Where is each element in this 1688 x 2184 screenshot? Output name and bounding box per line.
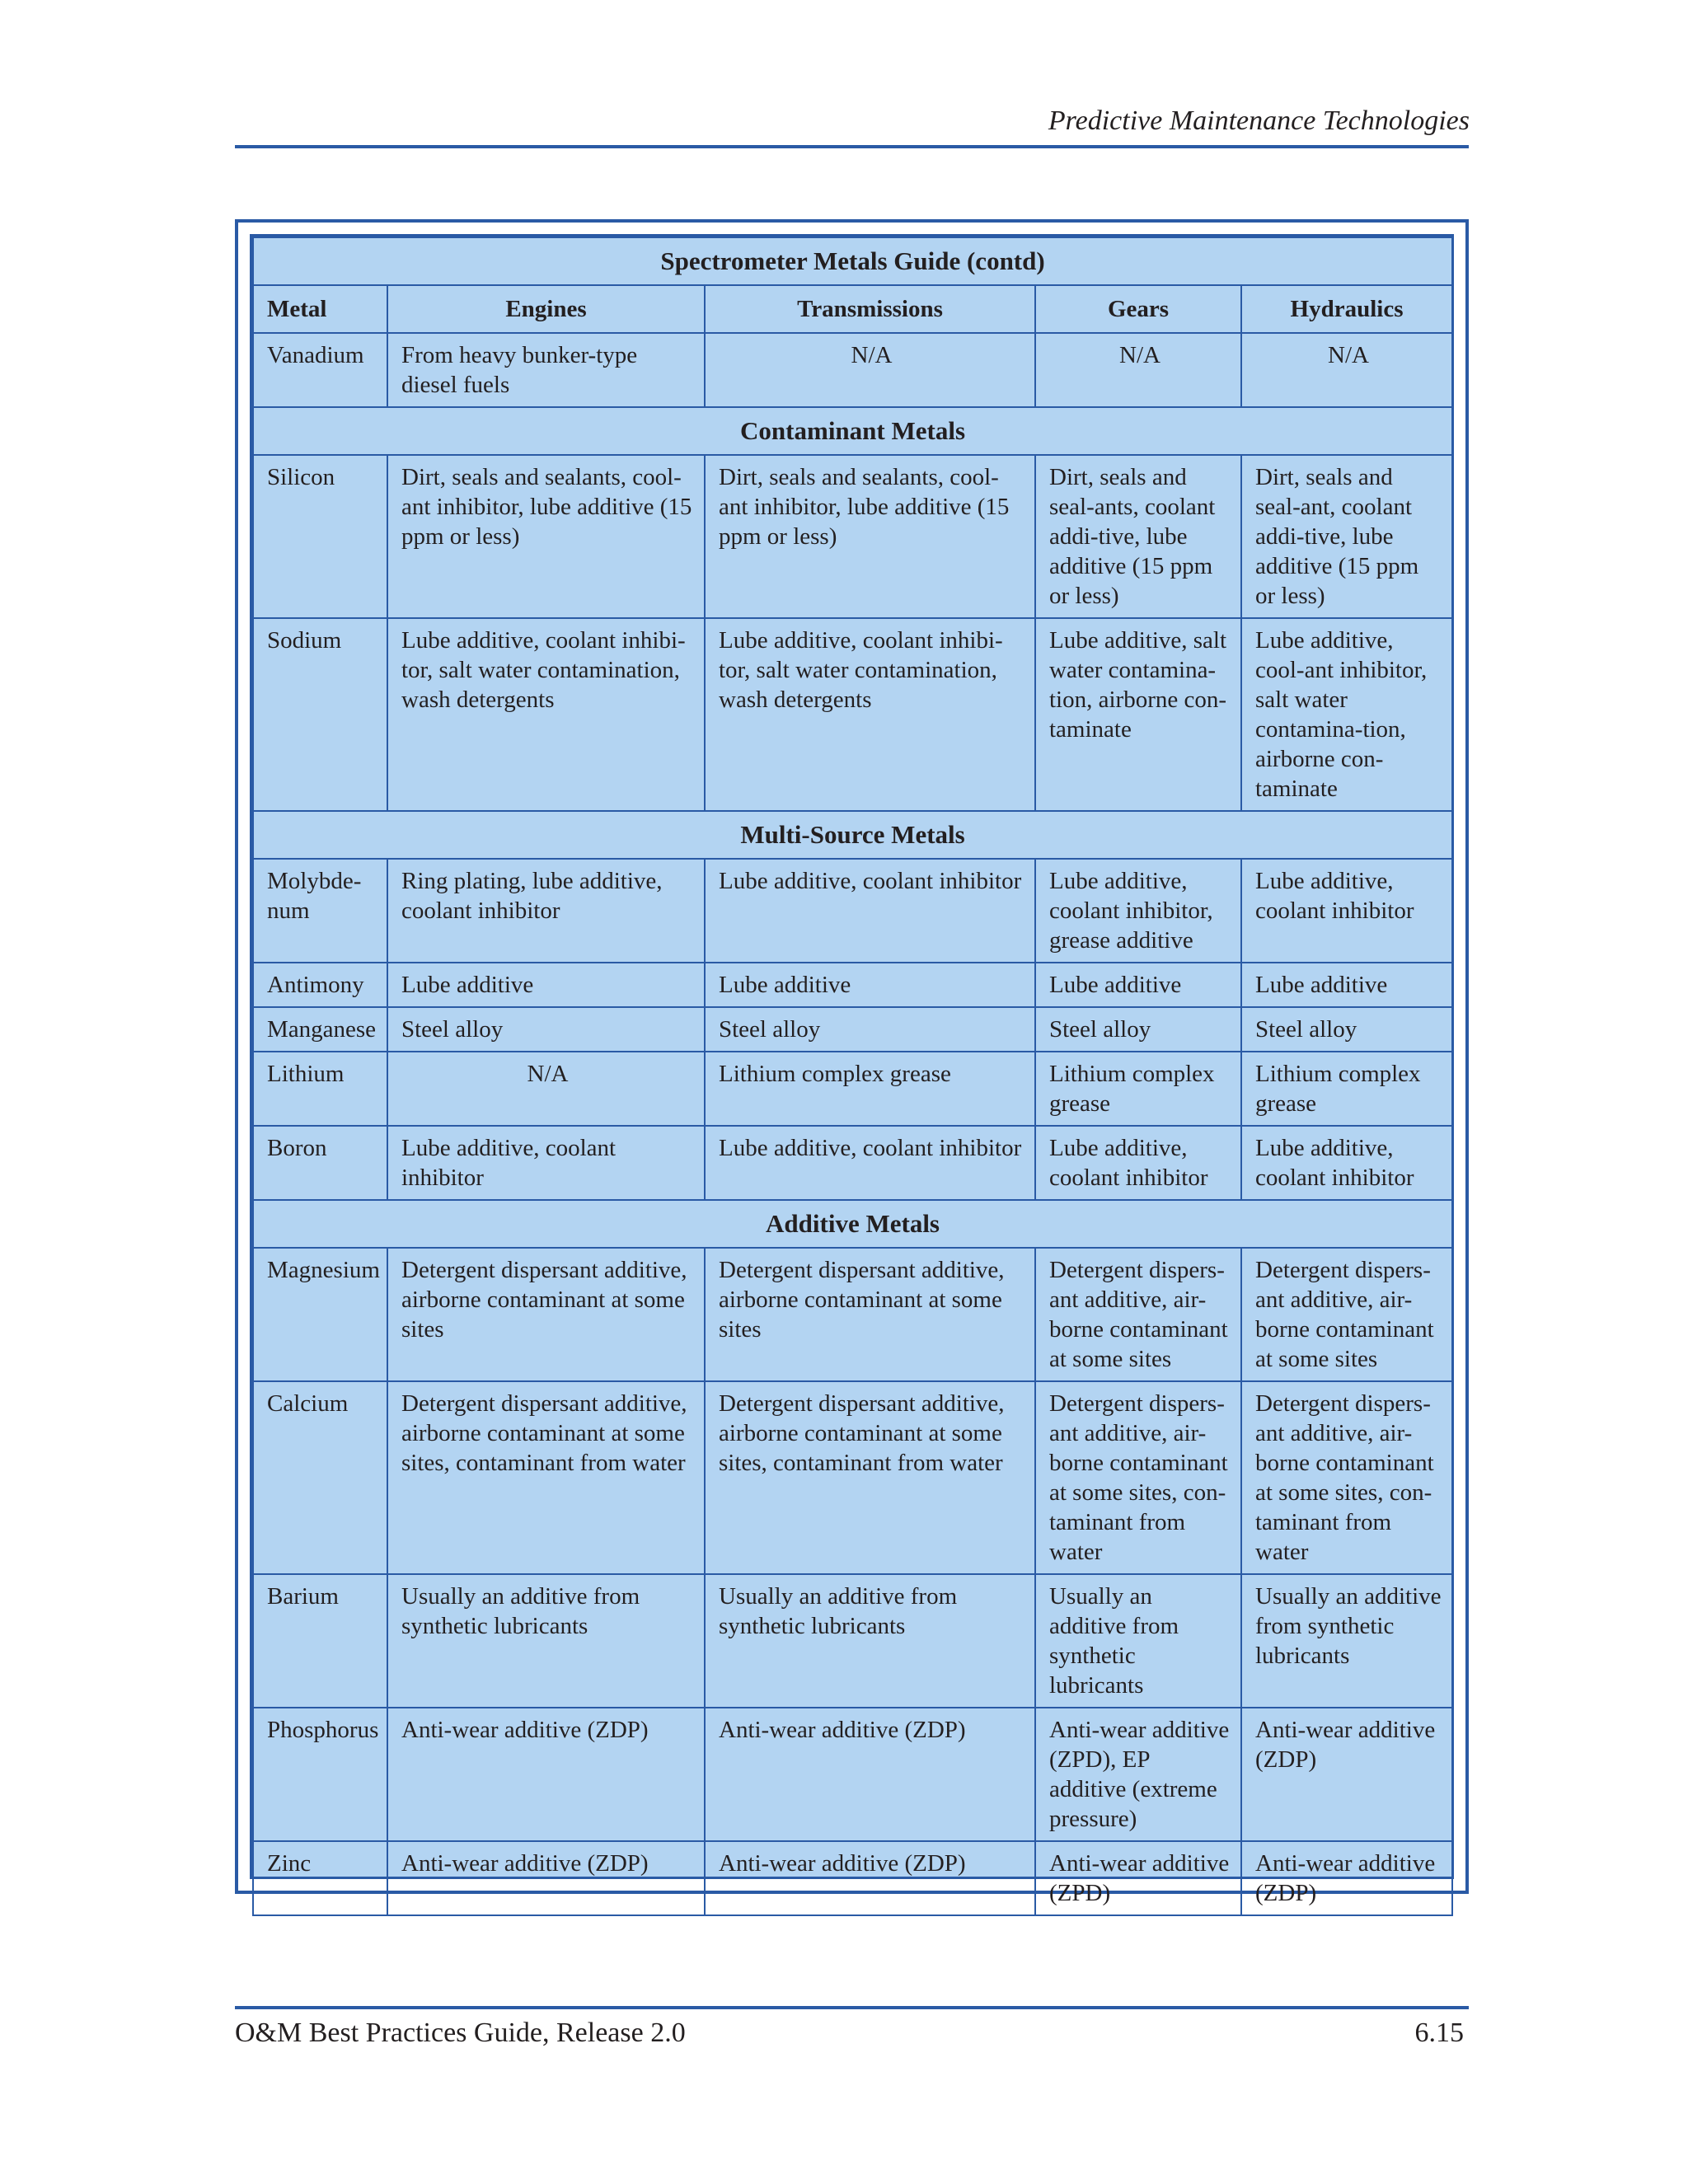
section-title: Additive Metals [253,1200,1452,1248]
table-row [253,859,1452,963]
gears-cell: Lube additive [1035,963,1241,1007]
metal-name: Sodium [253,618,387,811]
table-row [253,1126,1452,1200]
engines-cell: Anti-wear additive (ZDP) [387,1708,705,1841]
engines-cell: N/A [387,1052,705,1126]
metal-name: Boron [253,1126,387,1200]
metal-name: Vanadium [253,333,387,407]
gears-cell: Steel alloy [1035,1007,1241,1052]
transmissions-cell: Lube additive, coolant inhibitor [705,859,1035,963]
metal-name: Manganese [253,1007,387,1052]
engines-cell: Steel alloy [387,1007,705,1052]
hydraulics-cell: Lithium complex grease [1241,1052,1452,1126]
transmissions-cell: Lube additive, coolant inhibitor [705,1126,1035,1200]
hydraulics-cell: Anti-wear additive (ZDP) [1241,1841,1452,1915]
transmissions-cell: Lube additive [705,963,1035,1007]
hydraulics-cell: Dirt, seals and seal-ant, coolant addi-tive, lube additive (15 ppm or less) [1241,455,1452,618]
table-title-row [253,237,1452,285]
transmissions-cell: Detergent dispersant additive, airborne contaminant at some sites, contaminant from water [705,1381,1035,1574]
column-header-transmissions: Transmissions [705,285,1035,333]
engines-cell: Usually an additive from synthetic lubricants [387,1574,705,1708]
gears-cell: Lithium complex grease [1035,1052,1241,1126]
metal-name: Phosphorus [253,1708,387,1841]
column-header-hydraulics: Hydraulics [1241,285,1452,333]
gears-cell: Usually an additive from synthetic lubricants [1035,1574,1241,1708]
transmissions-cell: Anti-wear additive (ZDP) [705,1708,1035,1841]
hydraulics-cell: Steel alloy [1241,1007,1452,1052]
footer-rule [235,2006,1469,2009]
section-header-row [253,407,1452,455]
column-header-gears: Gears [1035,285,1241,333]
table-row [253,1007,1452,1052]
hydraulics-cell: Anti-wear additive (ZDP) [1241,1708,1452,1841]
table-row [253,1381,1452,1574]
transmissions-cell: Lube additive, coolant inhibi-tor, salt water contamination, wash detergents [705,618,1035,811]
hydraulics-cell: Lube additive, coolant inhibitor [1241,859,1452,963]
gears-cell: Dirt, seals and seal-ants, coolant addi-tive, lube additive (15 ppm or less) [1035,455,1241,618]
metal-name: Molybde-num [253,859,387,963]
engines-cell: Detergent dispersant additive, airborne contaminant at some sites, contaminant from water [387,1381,705,1574]
gears-cell: Lube additive, coolant inhibitor, grease additive [1035,859,1241,963]
gears-cell: Lube additive, salt water contamina-tion, airborne con-taminate [1035,618,1241,811]
table-title: Spectrometer Metals Guide (contd) [253,237,1452,285]
header-rule [235,145,1469,148]
spectrometer-metals-table [252,237,1453,1916]
gears-cell: Detergent dispers-ant additive, air-borne contaminant at some sites [1035,1248,1241,1381]
table-row [253,333,1452,407]
transmissions-cell: N/A [705,333,1035,407]
table-row [253,455,1452,618]
transmissions-cell: Steel alloy [705,1007,1035,1052]
gears-cell: Lube additive, coolant inhibitor [1035,1126,1241,1200]
engines-cell: Detergent dispersant additive, airborne contaminant at some sites [387,1248,705,1381]
table-frame [235,219,1469,1906]
metal-name: Calcium [253,1381,387,1574]
table-row [253,1708,1452,1841]
table-row [253,963,1452,1007]
table-inner [250,234,1454,1906]
transmissions-cell: Dirt, seals and sealants, cool-ant inhibitor, lube additive (15 ppm or less) [705,455,1035,618]
hydraulics-cell: Detergent dispers-ant additive, air-borne contaminant at some sites [1241,1248,1452,1381]
column-header-engines: Engines [387,285,705,333]
page-number: 6.15 [1414,2018,1464,2048]
table-row [253,1248,1452,1381]
engines-cell: Anti-wear additive (ZDP) [387,1841,705,1915]
engines-cell: Lube additive, coolant inhibi-tor, salt water contamination, wash detergents [387,618,705,811]
column-header-metal: Metal [253,285,387,333]
transmissions-cell: Detergent dispersant additive, airborne contaminant at some sites [705,1248,1035,1381]
hydraulics-cell: Lube additive, coolant inhibitor [1241,1126,1452,1200]
metal-name: Silicon [253,455,387,618]
metal-name: Lithium [253,1052,387,1126]
section-title: Contaminant Metals [253,407,1452,455]
hydraulics-cell: Usually an additive from synthetic lubricants [1241,1574,1452,1708]
gears-cell: N/A [1035,333,1241,407]
gears-cell: Detergent dispers-ant additive, air-borne contaminant at some sites, con-taminant from water [1035,1381,1241,1574]
running-header: Predictive Maintenance Technologies [1048,105,1470,136]
hydraulics-cell: Detergent dispers-ant additive, air-borne contaminant at some sites, con-taminant from water [1241,1381,1452,1574]
section-title: Multi-Source Metals [253,811,1452,859]
transmissions-cell: Lithium complex grease [705,1052,1035,1126]
engines-cell: Ring plating, lube additive, coolant inhibitor [387,859,705,963]
hydraulics-cell: Lube additive [1241,963,1452,1007]
hydraulics-cell: N/A [1241,333,1452,407]
gears-cell: Anti-wear additive (ZPD) [1035,1841,1241,1915]
metal-name: Antimony [253,963,387,1007]
engines-cell: Lube additive, coolant inhibitor [387,1126,705,1200]
engines-cell: Lube additive [387,963,705,1007]
table-row [253,1574,1452,1708]
table-row [253,618,1452,811]
table-row [253,1052,1452,1126]
gears-cell: Anti-wear additive (ZPD), EP additive (extreme pressure) [1035,1708,1241,1841]
transmissions-cell: Anti-wear additive (ZDP) [705,1841,1035,1915]
metal-name: Magnesium [253,1248,387,1381]
section-header-row [253,811,1452,859]
metal-name: Zinc [253,1841,387,1915]
table-row [253,1841,1452,1915]
column-header-row [253,285,1452,333]
hydraulics-cell: Lube additive, cool-ant inhibitor, salt water contamina-tion, airborne con-taminate [1241,618,1452,811]
transmissions-cell: Usually an additive from synthetic lubricants [705,1574,1035,1708]
engines-cell: From heavy bunker-type diesel fuels [387,333,705,407]
section-header-row [253,1200,1452,1248]
engines-cell: Dirt, seals and sealants, cool-ant inhibitor, lube additive (15 ppm or less) [387,455,705,618]
footer-publication: O&M Best Practices Guide, Release 2.0 [235,2018,686,2048]
metal-name: Barium [253,1574,387,1708]
